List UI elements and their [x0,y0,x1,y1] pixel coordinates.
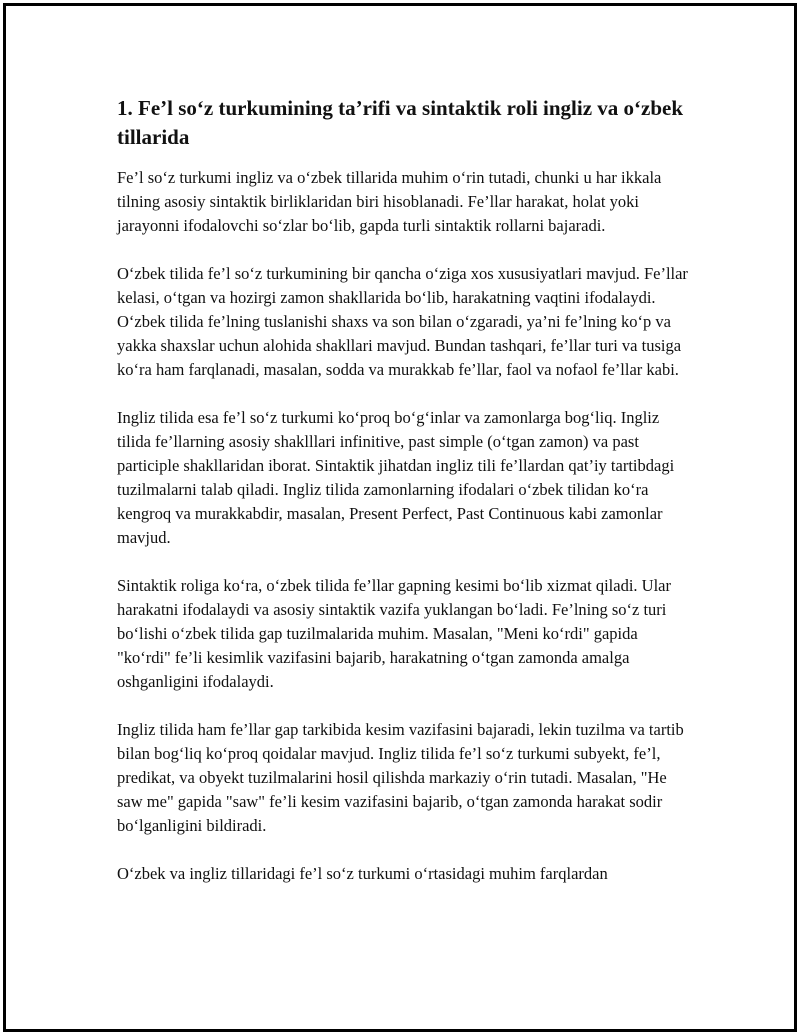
paragraph-5: Ingliz tilida ham fe’llar gap tarkibida kesim vazifasini bajaradi, lekin tuzilma va tartib bilan bog‘liq ko‘proq qoidalar mavjud. Ingliz tilida fe’l so‘z turkumi subyekt, fe’l, predikat, va obyekt tuzilmalarini hosil qilishda markaziy o‘rin tutadi. Masalan, "He saw me" gapida "saw" fe’li kesim vazifasini bajarib, o‘tgan zamonda harakat sodir bo‘lganligini bildiradi. [117,720,684,835]
paragraph-1: Fe’l so‘z turkumi ingliz va o‘zbek tillarida muhim o‘rin tutadi, chunki u har ikkala tilning asosiy sintaktik birliklaridan biri hisoblanadi. Fe’llar harakat, holat yoki jarayonni ifodalovchi so‘zlar bo‘lib, gapda turli sintaktik rollarni bajaradi. [117,168,662,235]
paragraph-2: O‘zbek tilida fe’l so‘z turkumining bir qancha o‘ziga xos xususiyatlari mavjud. Fe’llar kelasi, o‘tgan va hozirgi zamon shakllarida bo‘lib, harakatning vaqtini ifodalaydi. O‘zbek tilida fe’lning tuslanishi shaxs va son bilan o‘zgaradi, ya’ni fe’lning ko‘p va yakka shaxslar uchun alohida shakllari mavjud. Bundan tashqari, fe’llar turi va tusiga ko‘ra ham farqlanadi, masalan, sodda va murakkab fe’llar, faol va nofaol fe’llar kabi. [117,264,688,379]
paragraph-3: Ingliz tilida esa fe’l so‘z turkumi ko‘proq bo‘g‘inlar va zamonlarga bog‘liq. Ingliz tilida fe’llarning asosiy shaklllari infinitive, past simple (o‘tgan zamon) va past participle shakllaridan iborat. Sintaktik jihatdan ingliz tili fe’llardan qat’iy tartibdagi tuzilmalarni talab qiladi. Ingliz tilida zamonlarning ifodalari o‘zbek tilidan ko‘ra kengroq va murakkabdir, masalan, Present Perfect, Past Continuous kabi zamonlar mavjud. [117,408,675,547]
paragraph-6: O‘zbek va ingliz tillaridagi fe’l so‘z turkumi o‘rtasidagi muhim farqlardan [117,864,608,883]
document-content [117,94,692,910]
paragraph-4: Sintaktik roliga ko‘ra, o‘zbek tilida fe’llar gapning kesimi bo‘lib xizmat qiladi. Ular harakatni ifodalaydi va asosiy sintaktik vazifa yuklangan bo‘ladi. Fe’lning so‘z turi bo‘lishi o‘zbek tilida gap tuzilmalarida muhim. Masalan, "Meni ko‘rdi" gapida "ko‘rdi" fe’li kesimlik vazifasini bajarib, harakatning o‘tgan zamonda amalga oshganligini ifodalaydi. [117,576,671,691]
section-heading: 1. Fe’l so‘z turkumining ta’rifi va sintaktik roli ingliz va o‘zbek tillarida [117,96,684,149]
